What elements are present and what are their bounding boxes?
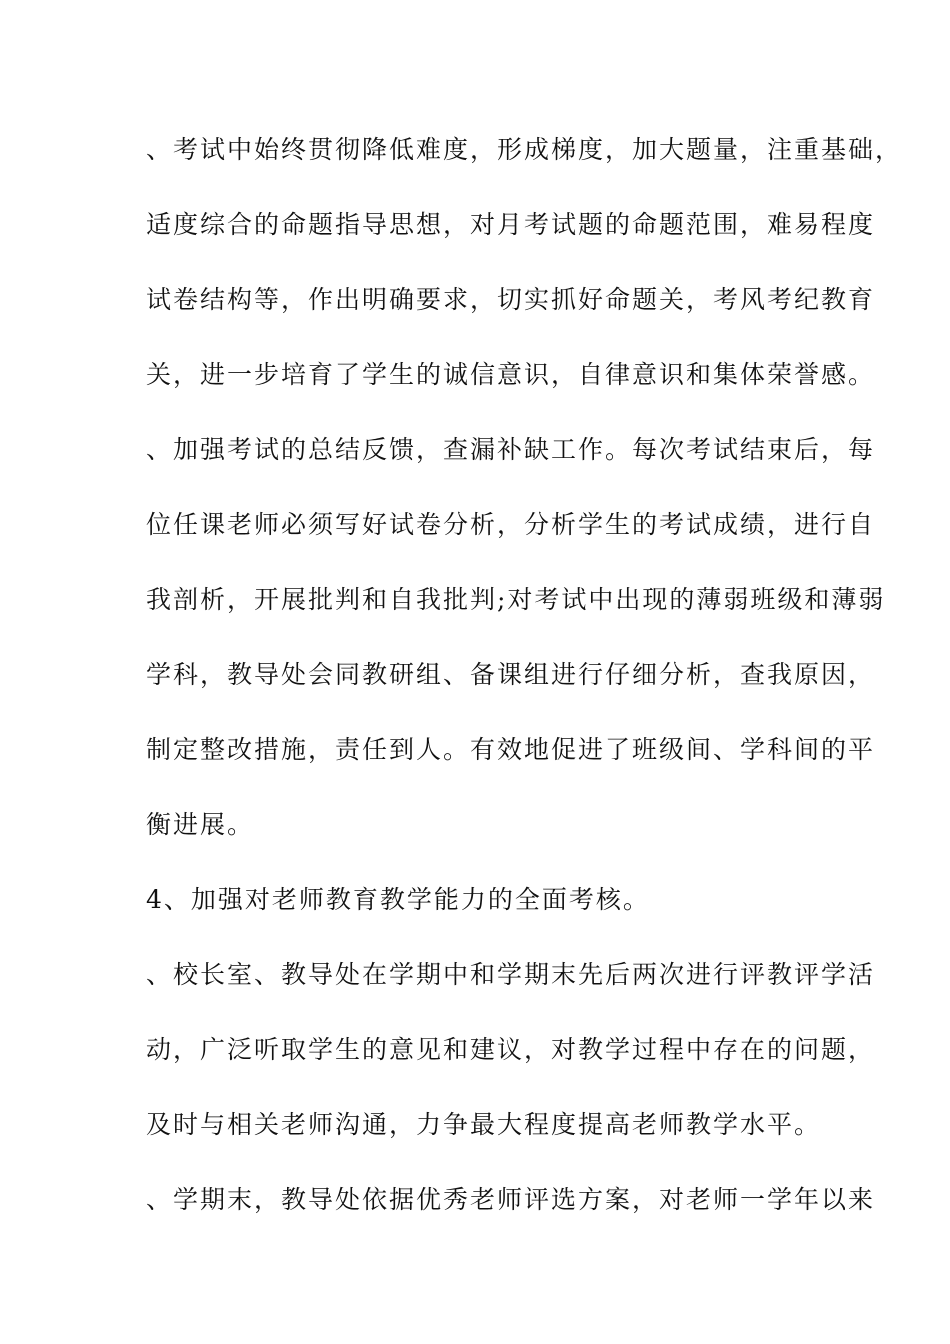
text-line: 学科，教导处会同教研组、备课组进行仔细分析，查我原因，	[146, 660, 876, 689]
text-line: 适度综合的命题指导思想，对月考试题的命题范围，难易程度	[146, 210, 876, 239]
text-line: 、加强考试的总结反馈，查漏补缺工作。每次考试结束后，每	[146, 435, 876, 464]
text-line: 位任课老师必须写好试卷分析，分析学生的考试成绩，进行自	[146, 510, 876, 539]
text-line: 衡进展。	[146, 810, 255, 839]
text-line: 试卷结构等，作出明确要求，切实抓好命题关，考风考纪教育	[146, 285, 876, 314]
text-line: 制定整改措施，责任到人。有效地促进了班级间、学科间的平	[146, 735, 876, 764]
text-line: 、学期末，教导处依据优秀老师评选方案，对老师一学年以来	[146, 1185, 876, 1214]
text-line: 我剖析，开展批判和自我批判;对考试中出现的薄弱班级和薄弱	[146, 585, 886, 614]
text-line: 动，广泛听取学生的意见和建议，对教学过程中存在的问题，	[146, 1035, 876, 1064]
text-line: 4、加强对老师教育教学能力的全面考核。	[146, 885, 650, 914]
text-line: 关，进一步培育了学生的诚信意识，自律意识和集体荣誉感。	[146, 360, 876, 389]
text-line: 及时与相关老师沟通，力争最大程度提高老师教学水平。	[146, 1110, 822, 1139]
text-line: 、校长室、教导处在学期中和学期末先后两次进行评教评学活	[146, 960, 876, 989]
text-line: 、考试中始终贯彻降低难度，形成梯度，加大题量，注重基础，	[146, 135, 903, 164]
